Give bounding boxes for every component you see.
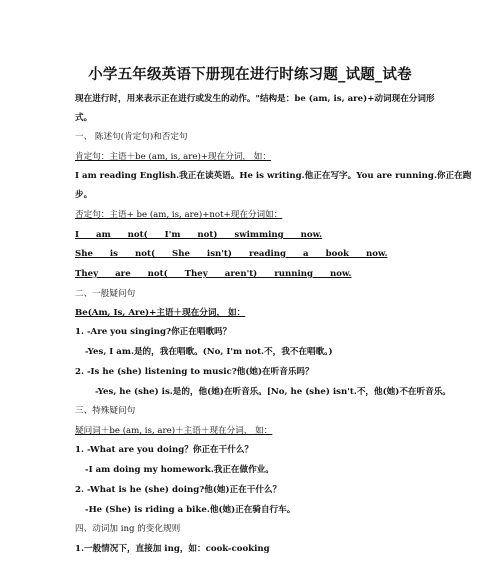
wh-question-rule: 疑问词＋be (am, is, are)＋主语＋现在分词， 如： xyxy=(75,426,273,436)
negative-example-3: They are not( They aren't) running now. xyxy=(75,269,352,279)
wh-question-example-1: 1. -What are you doing？你正在干什么？ xyxy=(75,445,254,455)
wh-answer-2: -He (She) is riding a bike.他(她)正在骑自行车。 xyxy=(85,505,296,515)
section-3-heading: 三、特殊疑问句 xyxy=(75,406,136,416)
question-rule: Be(Am, Is, Are)+主语＋现在分词， 如： xyxy=(75,308,246,318)
intro-line-1: 现在进行时，用来表示正在进行或发生的动作。"结构是：be (am, is, are)+动词现在分词形 xyxy=(75,94,435,104)
section-2-heading: 二、一般疑问句 xyxy=(75,289,136,299)
section-1-heading: 一、 陈述句(肯定句)和否定句 xyxy=(75,132,188,142)
question-answer-2: -Yes, he (she) is.是的，他(她)在听音乐。[No, he (she) isn't.不，他(她)不在听音乐。 xyxy=(95,387,451,397)
affirmative-example-2: 步。 xyxy=(75,190,93,200)
question-example-1: 1. -Are you singing?你正在唱歌吗？ xyxy=(75,327,232,337)
question-answer-1: -Yes, I am.是的，我在唱歌。(No, I'm not.不，我不在唱歌。) xyxy=(85,347,333,357)
negative-rule: 否定句：主语+ be (am, is, are)+not+现在分词如： xyxy=(75,210,283,220)
question-example-2: 2. -Is he (she) listening to music?他(她)在听音乐吗？ xyxy=(75,367,314,377)
affirmative-example-1: I am reading English.我正在读英语。He is writing.他正在写字。You are running.你正在跑 xyxy=(75,171,472,181)
wh-question-example-2: 2. -What is he (she) doing?他(她)正在干什么？ xyxy=(75,485,282,495)
negative-example-2: She is not( She isn't) reading a book now. xyxy=(75,249,388,259)
negative-example-1: I am not( I'm not) swimming now. xyxy=(75,230,323,240)
wh-answer-1: -I am doing my homework.我正在做作业。 xyxy=(85,465,274,475)
section-4-heading: 四、动词加 ing 的变化规则 xyxy=(75,524,181,534)
intro-line-2: 式。 xyxy=(75,113,93,123)
document-title: 小学五年级英语下册现在进行时练习题_试题_试卷 xyxy=(88,66,412,83)
ing-rule-1: 1.一般情况下，直接加 ing，如：cook-cooking xyxy=(75,544,270,554)
affirmative-rule: 肯定句：主语＋be (am, is, are)+现在分词， 如： xyxy=(75,152,271,162)
